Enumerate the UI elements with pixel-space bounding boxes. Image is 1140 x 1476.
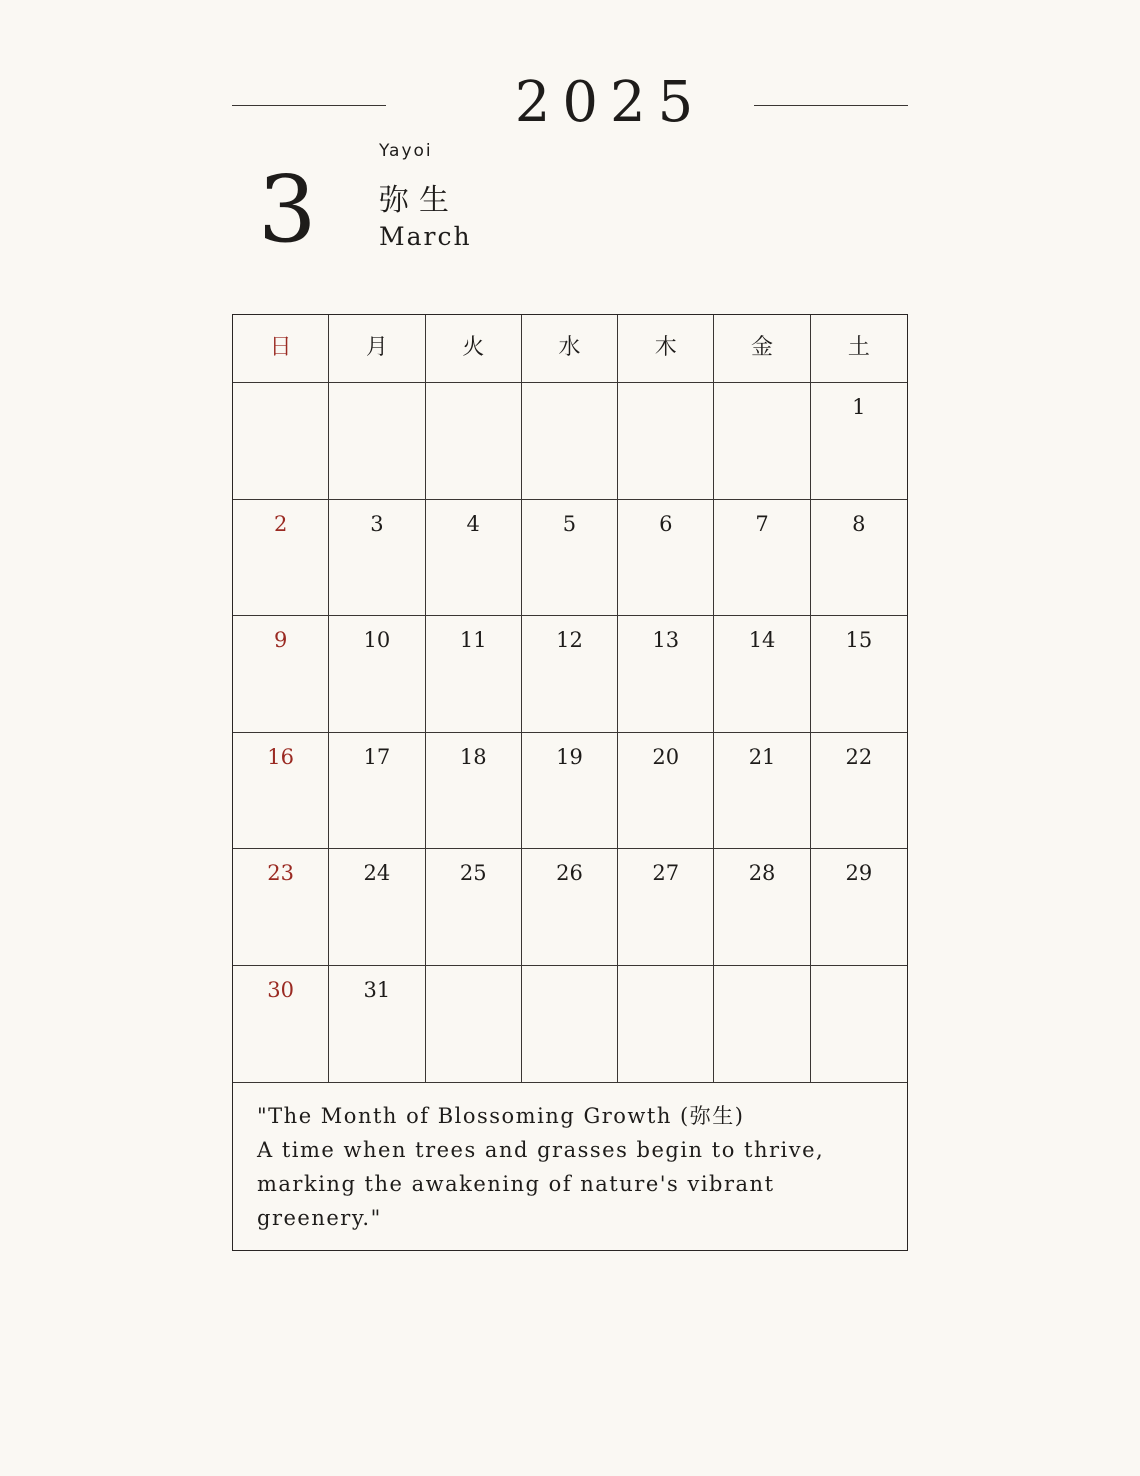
day-cell: 13 bbox=[618, 616, 714, 733]
day-cell: 27 bbox=[618, 849, 714, 966]
day-cell: 6 bbox=[618, 500, 714, 617]
quote-line: marking the awakening of nature's vibrant bbox=[257, 1171, 775, 1196]
day-cell: 14 bbox=[714, 616, 810, 733]
month-english: March bbox=[379, 222, 472, 251]
day-cell: 20 bbox=[618, 733, 714, 850]
day-cell: 4 bbox=[426, 500, 522, 617]
empty-day-cell bbox=[426, 966, 522, 1083]
day-cell: 9 bbox=[233, 616, 329, 733]
empty-day-cell bbox=[329, 383, 425, 500]
month-kanji: 弥生 bbox=[379, 183, 459, 218]
empty-day-cell bbox=[522, 966, 618, 1083]
quote-line: "The Month of Blossoming Growth (弥生) bbox=[257, 1103, 745, 1128]
day-cell: 12 bbox=[522, 616, 618, 733]
day-cell: 29 bbox=[811, 849, 907, 966]
day-cell: 26 bbox=[522, 849, 618, 966]
day-cell: 16 bbox=[233, 733, 329, 850]
day-cell: 30 bbox=[233, 966, 329, 1083]
calendar-grid bbox=[233, 315, 907, 1083]
month-quote bbox=[233, 1083, 907, 1235]
weekday-header: 水 bbox=[522, 315, 618, 383]
day-cell: 8 bbox=[811, 500, 907, 617]
empty-day-cell bbox=[618, 966, 714, 1083]
day-cell: 22 bbox=[811, 733, 907, 850]
weekday-header: 月 bbox=[329, 315, 425, 383]
day-cell: 11 bbox=[426, 616, 522, 733]
calendar-table bbox=[232, 314, 908, 1251]
weekday-header: 木 bbox=[618, 315, 714, 383]
day-cell: 23 bbox=[233, 849, 329, 966]
day-cell: 2 bbox=[233, 500, 329, 617]
day-cell: 3 bbox=[329, 500, 425, 617]
day-cell: 21 bbox=[714, 733, 810, 850]
header-rule-right bbox=[754, 105, 908, 106]
month-number: 3 bbox=[258, 156, 317, 263]
empty-day-cell bbox=[522, 383, 618, 500]
day-cell: 18 bbox=[426, 733, 522, 850]
day-cell: 1 bbox=[811, 383, 907, 500]
day-cell: 5 bbox=[522, 500, 618, 617]
weekday-header: 火 bbox=[426, 315, 522, 383]
day-cell: 10 bbox=[329, 616, 425, 733]
month-romaji: Yayoi bbox=[379, 141, 433, 161]
day-cell: 19 bbox=[522, 733, 618, 850]
year-title: 2025 bbox=[514, 70, 706, 135]
day-cell: 25 bbox=[426, 849, 522, 966]
empty-day-cell bbox=[811, 966, 907, 1083]
empty-day-cell bbox=[233, 383, 329, 500]
day-cell: 7 bbox=[714, 500, 810, 617]
day-cell: 24 bbox=[329, 849, 425, 966]
day-cell: 28 bbox=[714, 849, 810, 966]
weekday-header: 日 bbox=[233, 315, 329, 383]
header-rule-left bbox=[232, 105, 386, 106]
empty-day-cell bbox=[714, 383, 810, 500]
empty-day-cell bbox=[426, 383, 522, 500]
day-cell: 15 bbox=[811, 616, 907, 733]
quote-line: A time when trees and grasses begin to thrive, bbox=[257, 1137, 825, 1162]
empty-day-cell bbox=[618, 383, 714, 500]
day-cell: 17 bbox=[329, 733, 425, 850]
weekday-header: 土 bbox=[811, 315, 907, 383]
empty-day-cell bbox=[714, 966, 810, 1083]
weekday-header: 金 bbox=[714, 315, 810, 383]
day-cell: 31 bbox=[329, 966, 425, 1083]
quote-line: greenery." bbox=[257, 1205, 382, 1230]
